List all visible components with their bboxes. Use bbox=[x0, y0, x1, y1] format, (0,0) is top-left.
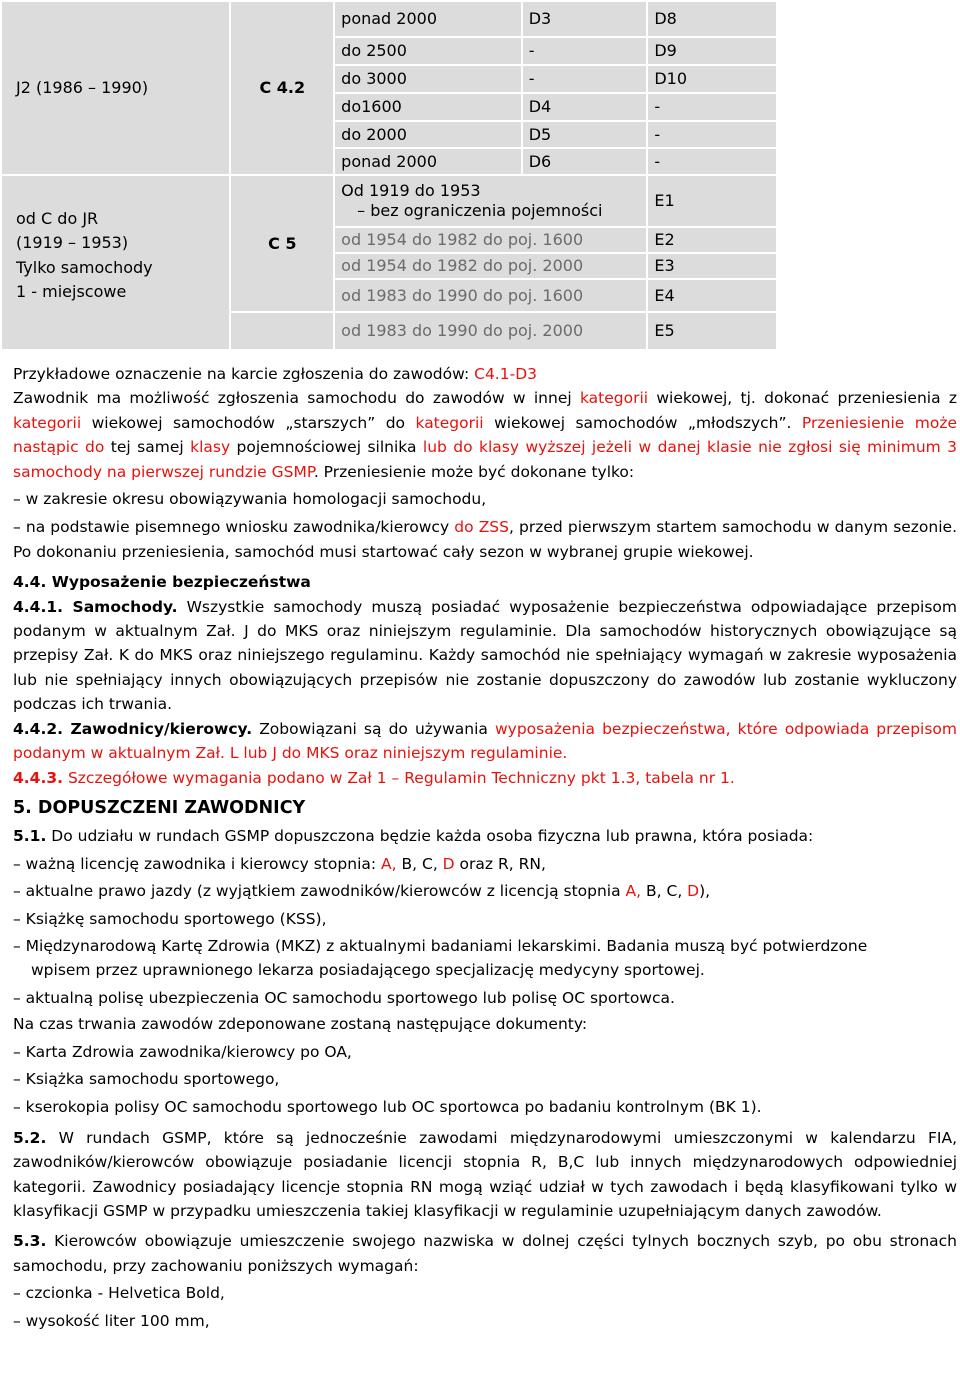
category-table bbox=[0, 0, 778, 351]
paragraph-5-3 bbox=[13, 1229, 957, 1278]
capacity-cell: od 1983 do 1990 do poj. 1600 bbox=[334, 279, 647, 312]
group-label: J2 (1986 – 1990) bbox=[16, 78, 149, 97]
code-cell: - bbox=[647, 148, 777, 175]
section-number: 5.2. bbox=[13, 1128, 47, 1147]
section-heading-5: 5. DOPUSZCZENI ZAWODNICY bbox=[13, 797, 306, 818]
paragraph-4-4-1 bbox=[13, 595, 957, 717]
code-cell: - bbox=[647, 93, 777, 121]
text-run: – na podstawie pisemnego wniosku zawodnika/kierowcy bbox=[13, 518, 455, 537]
list-item: – czcionka - Helvetica Bold, bbox=[13, 1284, 225, 1303]
capacity-line: – bez ograniczenia pojemności bbox=[357, 201, 603, 220]
text-run: – aktualne prawo jazdy (z wyjątkiem zawodników/kierowców z licencją stopnia bbox=[13, 882, 626, 901]
text-run: W rundach GSMP, które są jednocześnie zawodami międzynarodowymi umieszczonymi w kalendarzu FIA, zawodników/kierowców obowiązuje posiadanie licencji stopnia R, B,C lub innych międzynarodowych odpowiedniej kategorii. Zawodnicy posiadający licencje stopnia RN mogą wziąć udział w tych zawodach i będą klasyfikowani tylko w klasyfikacji GSMP w przypadku umieszczenia takiej klasyfikacji w regulaminie uzupełniającym danych zawodów. bbox=[13, 1128, 957, 1220]
group-label-line: (1919 – 1953) bbox=[16, 233, 129, 252]
text-run: Zobowiązani są do używania bbox=[252, 719, 495, 738]
text-run: – ważną licencję zawodnika i kierowcy stopnia: bbox=[13, 854, 382, 873]
code-cell: E2 bbox=[647, 227, 777, 253]
paragraph-4-4-3 bbox=[13, 766, 957, 790]
text-run: kategorii bbox=[579, 389, 649, 408]
list-item: – wysokość liter 100 mm, bbox=[13, 1311, 210, 1330]
code-cell: D3 bbox=[522, 1, 648, 37]
cell-class-c5 bbox=[230, 175, 334, 312]
list-item: – kserokopia polisy OC samochodu sportowego lub OC sportowca po badaniu kontrolnym (BK 1). bbox=[13, 1098, 762, 1117]
text-run: pojemnościowej silnika bbox=[230, 438, 423, 457]
code-cell: D5 bbox=[522, 121, 648, 148]
code-cell: - bbox=[522, 37, 648, 65]
text-run: B, C, bbox=[641, 882, 688, 901]
code-cell: D4 bbox=[522, 93, 648, 121]
paragraph-5-2 bbox=[13, 1126, 957, 1224]
list-item: – Międzynarodową Kartę Zdrowia (MKZ) z aktualnymi badaniami lekarskimi. Badania muszą być potwierdzone bbox=[13, 936, 868, 955]
code-cell: D6 bbox=[522, 148, 648, 175]
section-heading-4-4: 4.4. Wyposażenie bezpieczeństwa bbox=[13, 573, 311, 592]
capacity-cell: ponad 2000 bbox=[334, 1, 522, 37]
code-cell: E1 bbox=[647, 175, 777, 227]
code-cell: E4 bbox=[647, 279, 777, 312]
group-label-line: 1 - miejscowe bbox=[16, 282, 127, 301]
text-run: lub do klasy wyższej jeżeli w danej klasie nie zgłosi się minimum 3 samochody na pierwszej rundzie GSMP bbox=[13, 438, 958, 481]
class-code: C 4.2 bbox=[259, 78, 306, 97]
list-item: – Książka samochodu sportowego, bbox=[13, 1069, 280, 1088]
text-run: kategorii bbox=[13, 413, 82, 432]
list-item-continuation: wpisem przez uprawnionego lekarza posiadającego specjalizację medycyny sportowej. bbox=[31, 961, 705, 980]
text-run: tej samej bbox=[104, 438, 191, 457]
code-cell: - bbox=[647, 121, 777, 148]
code-cell: E5 bbox=[647, 312, 777, 350]
text-run: B, C, bbox=[396, 854, 443, 873]
dash-item bbox=[13, 515, 957, 564]
example-label: Przykładowe oznaczenie na karcie zgłoszenia do zawodów: bbox=[13, 365, 475, 383]
code-cell: D10 bbox=[647, 65, 777, 93]
section-number: 4.4.1. Samochody. bbox=[13, 597, 178, 616]
text-run: D bbox=[687, 882, 700, 901]
list-item: – Karta Zdrowia zawodnika/kierowcy po OA, bbox=[13, 1042, 352, 1061]
text-run: wiekowej samochodów „młodszych”. bbox=[483, 413, 802, 432]
text-run: , przed pierwszym startem samochodu w danym sezonie. bbox=[509, 518, 958, 537]
paragraph-deposit: Na czas trwania zawodów zdeponowane zostaną następujące dokumenty: bbox=[13, 1015, 588, 1034]
text-run: ), bbox=[699, 882, 711, 901]
capacity-cell: do 2500 bbox=[334, 37, 522, 65]
text-run: Szczegółowe wymagania podano w Zał 1 – Regulamin Techniczny pkt 1.3, tabela nr 1. bbox=[63, 768, 735, 787]
capacity-cell: od 1954 do 1982 do poj. 1600 bbox=[334, 227, 647, 253]
class-code: C 5 bbox=[268, 233, 297, 253]
code-cell: D9 bbox=[647, 37, 777, 65]
example-code: C4.1-D3 bbox=[474, 365, 537, 383]
text-run: Do udziału w rundach GSMP dopuszczona będzie każda osoba fizyczna lub prawna, która posiada: bbox=[46, 827, 814, 846]
paragraph-transfer bbox=[13, 386, 957, 484]
empty-cell bbox=[230, 312, 334, 350]
capacity-cell: od 1954 do 1982 do poj. 2000 bbox=[334, 253, 647, 279]
section-number: 4.4.2. Zawodnicy/kierowcy. bbox=[13, 719, 253, 738]
table-row bbox=[1, 175, 777, 227]
text-run: do ZSS bbox=[454, 518, 509, 537]
section-number: 5.1. bbox=[13, 827, 47, 846]
section-number: 5.3. bbox=[13, 1232, 47, 1251]
text-run: D bbox=[442, 854, 455, 873]
paragraph-4-4-2 bbox=[13, 717, 957, 766]
text-run: . Przeniesienie może być dokonane tylko: bbox=[313, 462, 635, 481]
text-run: wyposażenia bezpieczeństwa, które odpowiada przepisom podanym w aktualnym Zał. L lub J do MKS oraz niniejszym regulaminie. bbox=[13, 719, 957, 763]
text-run: Zawodnik ma możliwość zgłoszenia samochodu do zawodów w innej bbox=[13, 389, 580, 408]
paragraph-5-1 bbox=[13, 824, 957, 848]
document-body bbox=[13, 362, 957, 1333]
text-run: kategorii bbox=[415, 413, 484, 432]
text-run: wiekowej samochodów „starszych” do bbox=[81, 413, 416, 432]
text-run: wiekowej, tj. dokonać przeniesienia z bbox=[648, 389, 957, 408]
cell-group-j2 bbox=[1, 1, 230, 175]
code-cell: - bbox=[522, 65, 648, 93]
text-run: Przeniesienie może nastąpic do bbox=[13, 413, 958, 457]
table-row bbox=[1, 1, 777, 37]
code-cell: D8 bbox=[647, 1, 777, 37]
list-item bbox=[13, 852, 957, 876]
capacity-cell bbox=[334, 175, 647, 227]
list-item: – aktualną polisę ubezpieczenia OC samochodu sportowego lub polisę OC sportowca. bbox=[13, 988, 675, 1007]
capacity-cell: do1600 bbox=[334, 93, 522, 121]
text-run: A, bbox=[381, 854, 397, 873]
text-run: Po dokonaniu przeniesienia, samochód musi startować cały sezon w wybranej grupie wiekowej. bbox=[13, 542, 754, 561]
section-number: 4.4.3. bbox=[13, 768, 64, 787]
text-run: klasy bbox=[190, 438, 231, 457]
code-cell: E3 bbox=[647, 253, 777, 279]
group-label-line: od C do JR bbox=[16, 208, 99, 228]
cell-class-c42 bbox=[230, 1, 334, 175]
capacity-cell: do 2000 bbox=[334, 121, 522, 148]
text-run: oraz R, RN, bbox=[454, 854, 546, 873]
text-run: Wszystkie samochody muszą posiadać wyposażenie bezpieczeństwa odpowiadające przepisom podanym w aktualnym Zał. J do MKS oraz niniejszym regulaminie. Dla samochodów historycznych obowiązujące są przepisy Zał. K do MKS oraz niniejszego regulaminu. Każdy samochód nie spełniający wymagań w zakresie wyposażenia lub nie spełniający innych obowiązujących przepisów nie zostanie dopuszczony do zawodów lub zostanie wykluczony podczas ich trwania. bbox=[13, 597, 958, 714]
text-run: A, bbox=[625, 882, 642, 901]
capacity-line: Od 1919 do 1953 bbox=[341, 181, 481, 200]
group-label-line: Tylko samochody bbox=[16, 257, 153, 277]
example-line bbox=[13, 362, 957, 386]
list-item: – Książkę samochodu sportowego (KSS), bbox=[13, 909, 327, 928]
cell-group-c-jr bbox=[1, 175, 230, 350]
list-item bbox=[13, 879, 957, 903]
capacity-cell: ponad 2000 bbox=[334, 148, 522, 175]
capacity-cell: od 1983 do 1990 do poj. 2000 bbox=[334, 312, 647, 350]
text-run: Kierowców obowiązuje umieszczenie swojego nazwiska w dolnej części tylnych bocznych szyb, po obu stronach samochodu, przy zachowaniu poniższych wymagań: bbox=[13, 1232, 957, 1275]
capacity-cell: do 3000 bbox=[334, 65, 522, 93]
dash-item: – w zakresie okresu obowiązywania homologacji samochodu, bbox=[13, 490, 487, 509]
